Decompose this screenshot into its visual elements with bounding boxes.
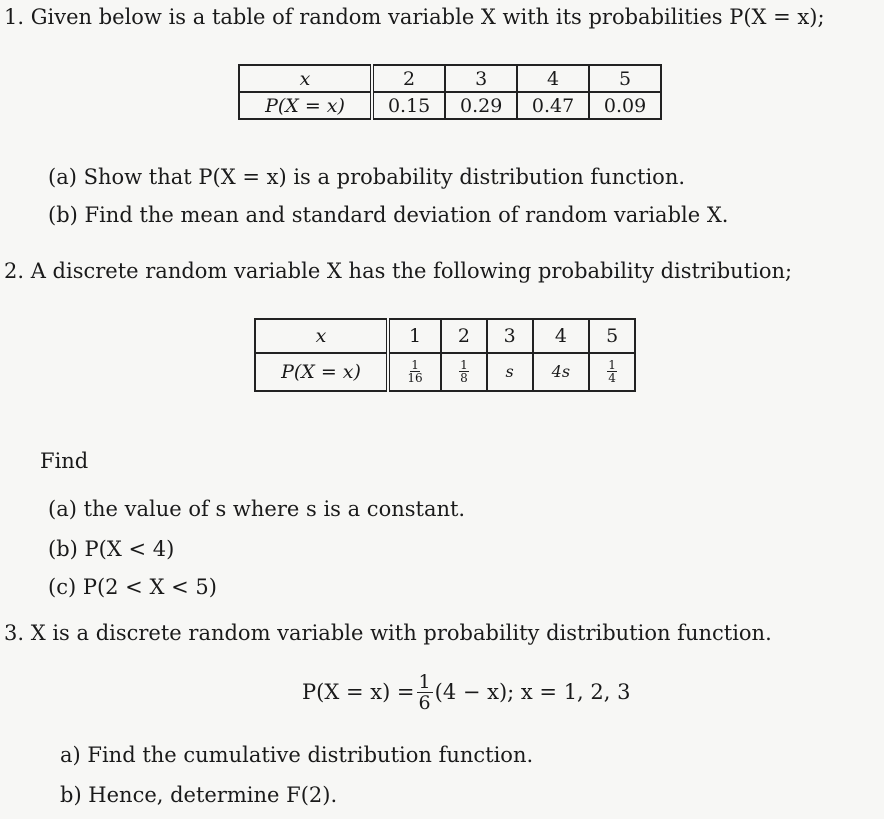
table-header-prob: P(X = x) — [239, 92, 372, 119]
table-cell: 4s — [533, 353, 590, 391]
formula-lhs: P(X = x) = — [302, 680, 415, 704]
q3-part-b: b) Hence, determine F(2). — [60, 783, 338, 807]
q2-part-c: (c) P(2 < X < 5) — [48, 575, 217, 599]
table-cell: 4 — [517, 65, 589, 92]
q1-part-b: (b) Find the mean and standard deviation of random variable X. — [48, 203, 729, 227]
q2-part-a: (a) the value of s where s is a constant. — [48, 497, 466, 521]
table-cell: 1 — [388, 319, 441, 353]
q3-formula — [302, 668, 631, 716]
table-cell: s — [487, 353, 533, 391]
table-cell: 5 — [589, 319, 635, 353]
q2-find: Find — [40, 449, 89, 473]
formula-rhs: (4 − x); x = 1, 2, 3 — [434, 680, 631, 704]
table-header-x: x — [255, 319, 388, 353]
table-header-x: x — [239, 65, 372, 92]
table-cell — [589, 353, 635, 391]
table-header-prob: P(X = x) — [255, 353, 388, 391]
fraction: $\frac{1}{16}$ — [407, 358, 423, 386]
q1-stem: 1. Given below is a table of random variable X with its probabilities P(X = x); — [4, 5, 825, 29]
q2-probability-table — [254, 318, 636, 392]
table-cell: 0.47 — [517, 92, 589, 119]
fraction: $\frac{1}{4}$ — [608, 358, 616, 386]
fraction: $\frac{1}{6}$ — [418, 670, 431, 714]
table-cell: 4 — [533, 319, 590, 353]
fraction: $\frac{1}{8}$ — [460, 358, 468, 386]
table-cell — [441, 353, 487, 391]
table-row — [255, 353, 635, 391]
table-cell: 0.15 — [372, 92, 445, 119]
table-cell: 3 — [487, 319, 533, 353]
q1-probability-table — [238, 64, 662, 120]
q1-part-a: (a) Show that P(X = x) is a probability distribution function. — [48, 165, 686, 189]
table-row — [239, 65, 661, 92]
q3-part-a: a) Find the cumulative distribution function. — [60, 743, 534, 767]
table-row — [239, 92, 661, 119]
q3-stem: 3. X is a discrete random variable with probability distribution function. — [4, 621, 772, 645]
q2-stem: 2. A discrete random variable X has the following probability distribution; — [4, 259, 793, 283]
table-cell: 5 — [589, 65, 661, 92]
table-cell: 2 — [441, 319, 487, 353]
table-cell: 0.09 — [589, 92, 661, 119]
table-row — [255, 319, 635, 353]
q2-part-b: (b) P(X < 4) — [48, 537, 175, 561]
table-cell — [388, 353, 441, 391]
table-cell: 2 — [372, 65, 445, 92]
table-cell: 3 — [445, 65, 517, 92]
table-cell: 0.29 — [445, 92, 517, 119]
